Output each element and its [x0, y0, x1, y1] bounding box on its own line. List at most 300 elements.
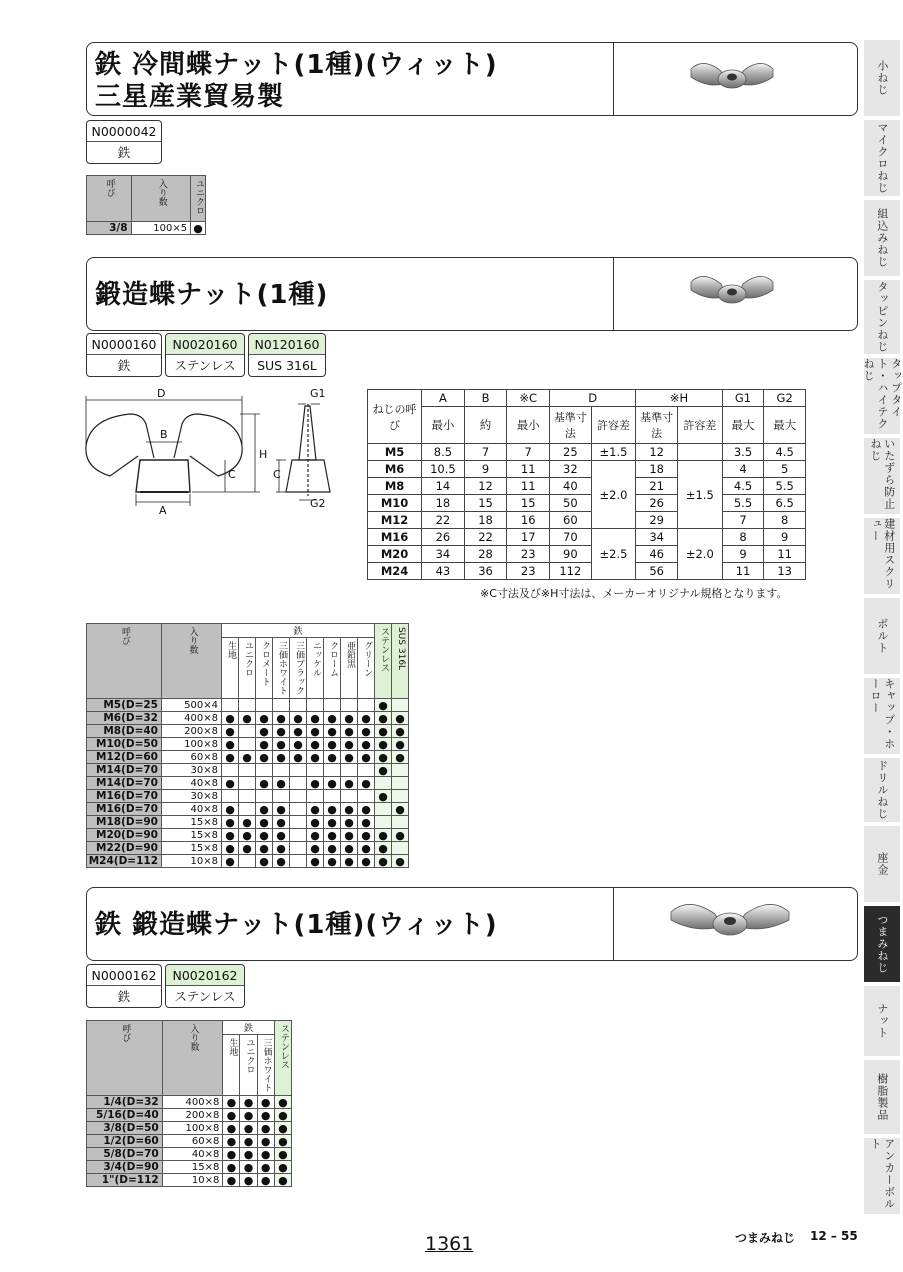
dim-cell: 22	[464, 529, 507, 546]
dim-cell: 15	[507, 495, 550, 512]
dim-label-g2: G2	[310, 497, 326, 510]
table-row-name: M22(D=90	[87, 842, 162, 855]
availability-dot: ●	[358, 855, 375, 868]
availability-dot: ●	[341, 816, 358, 829]
dim-cell: 36	[464, 563, 507, 580]
availability-dot	[307, 790, 324, 803]
dim-cell: 7	[507, 444, 550, 461]
availability-dot: ●	[375, 738, 392, 751]
availability-dot: ●	[324, 855, 341, 868]
availability-dot: ●	[324, 842, 341, 855]
availability-dot: ●	[274, 1135, 291, 1148]
product-material: 鉄	[117, 145, 131, 160]
availability-dot: ●	[375, 699, 392, 712]
availability-dot: ●	[222, 842, 239, 855]
product-code: N0020162	[166, 965, 244, 986]
section2-title-box	[86, 257, 858, 331]
dim-cell: 約	[464, 407, 507, 444]
availability-dot: ●	[273, 803, 290, 816]
availability-dot	[290, 699, 307, 712]
availability-dot: ●	[256, 738, 273, 751]
sidebar-tab[interactable]	[864, 1138, 900, 1216]
availability-dot: ●	[358, 829, 375, 842]
sidebar-tab-label: 組込みねじ	[875, 208, 889, 268]
table-row-qty: 400×8	[162, 712, 222, 725]
availability-dot: ●	[239, 751, 256, 764]
availability-dot: ●	[273, 777, 290, 790]
dim-cell: B	[464, 390, 507, 407]
sidebar-tab-label: マイクロねじ	[875, 122, 889, 194]
dim-cell: 8.5	[422, 444, 465, 461]
availability-dot: ●	[257, 1096, 274, 1109]
availability-dot: ●	[223, 1109, 240, 1122]
availability-dot: ●	[324, 803, 341, 816]
dim-label-g1: G1	[310, 387, 326, 400]
product-code-box[interactable]	[165, 333, 245, 377]
availability-dot: ●	[307, 712, 324, 725]
table-row-qty: 500×4	[162, 699, 222, 712]
availability-dot: ●	[223, 1122, 240, 1135]
dim-cell: 18	[636, 461, 678, 478]
section3-qty-table	[86, 1020, 292, 1187]
dim-cell: ±1.5	[677, 461, 722, 529]
table-row-name: M10(D=50	[87, 738, 162, 751]
availability-dot: ●	[358, 842, 375, 855]
dim-cell: 18	[464, 512, 507, 529]
dim-cell: 5.5	[722, 495, 764, 512]
availability-dot: ●	[222, 803, 239, 816]
dim-cell: 許容差	[677, 407, 722, 444]
availability-dot: ●	[239, 842, 256, 855]
table-row-qty: 10×8	[162, 1174, 223, 1187]
availability-dot: ●	[223, 1161, 240, 1174]
sidebar-tab[interactable]	[864, 280, 900, 356]
sidebar-tab-label: キャップ・ホーロー	[869, 678, 896, 750]
dim-label-b: B	[160, 428, 168, 441]
dim-cell: 4.5	[764, 444, 806, 461]
section1-title: 鉄 冷間蝶ナット(1種)(ウィット)	[95, 50, 498, 80]
section1-subtitle: 三星産業貿易製	[95, 82, 285, 112]
availability-dot: ●	[223, 1148, 240, 1161]
dim-cell: 7	[722, 512, 764, 529]
availability-dot: ●	[257, 1122, 274, 1135]
dim-cell: 23	[507, 563, 550, 580]
page-number: 1361	[425, 1233, 474, 1255]
sidebar-tab[interactable]	[864, 986, 900, 1058]
availability-dot	[392, 790, 409, 803]
table-row-name: M6(D=32	[87, 712, 162, 725]
availability-dot: ●	[375, 829, 392, 842]
sidebar-tab-label: アンカーボルト	[869, 1138, 896, 1210]
availability-dot: ●	[392, 855, 409, 868]
availability-dot	[324, 790, 341, 803]
table-row-qty: 15×8	[162, 842, 222, 855]
sidebar-tab-label: いたずら防止ねじ	[869, 438, 896, 510]
availability-dot: ●	[307, 777, 324, 790]
dim-cell: A	[422, 390, 465, 407]
table-row-name: 3/8	[87, 222, 132, 235]
availability-dot: ●	[239, 816, 256, 829]
table-row-qty: 10×8	[162, 855, 222, 868]
availability-dot	[222, 790, 239, 803]
dim-cell: 4.5	[722, 478, 764, 495]
availability-dot: ●	[222, 777, 239, 790]
dim-cell: 28	[464, 546, 507, 563]
availability-dot: ●	[341, 712, 358, 725]
dim-cell: ねじの呼び	[368, 390, 422, 444]
dim-cell: 22	[422, 512, 465, 529]
availability-dot	[273, 764, 290, 777]
dim-cell: 26	[422, 529, 465, 546]
header-qty: 入り数	[187, 627, 198, 654]
product-material: SUS 316L	[257, 358, 317, 373]
availability-dot: ●	[256, 842, 273, 855]
availability-dot	[290, 829, 307, 842]
availability-dot	[341, 790, 358, 803]
table-row-qty: 200×8	[162, 1109, 223, 1122]
availability-dot: ●	[307, 725, 324, 738]
header-finish: 亜鉛黒	[344, 641, 355, 668]
sidebar-tab[interactable]	[864, 758, 900, 824]
header-name: 呼び	[120, 1024, 131, 1042]
availability-dot: ●	[358, 725, 375, 738]
availability-dot: ●	[257, 1148, 274, 1161]
availability-dot: ●	[290, 738, 307, 751]
sidebar-tab-label: つまみねじ	[875, 914, 889, 974]
availability-dot: ●	[274, 1109, 291, 1122]
availability-dot	[341, 699, 358, 712]
dim-cell: 29	[636, 512, 678, 529]
availability-dot	[222, 699, 239, 712]
product-material: ステンレス	[174, 989, 236, 1004]
availability-dot: ●	[341, 829, 358, 842]
availability-dot: ●	[222, 829, 239, 842]
section3-title-box	[86, 887, 858, 961]
availability-dot: ●	[257, 1109, 274, 1122]
dim-cell: ±2.0	[591, 461, 636, 529]
availability-dot	[222, 764, 239, 777]
dim-row-name: M6	[368, 461, 422, 478]
sidebar-tab[interactable]	[864, 200, 900, 278]
availability-dot: ●	[257, 1135, 274, 1148]
dim-label-d: D	[157, 387, 166, 400]
availability-dot: ●	[223, 1096, 240, 1109]
dim-cell	[677, 444, 722, 461]
availability-dot: ●	[274, 1122, 291, 1135]
dim-cell: 11	[507, 461, 550, 478]
availability-dot	[290, 855, 307, 868]
table-row-name: M16(D=70	[87, 790, 162, 803]
header-qty: 入り数	[156, 179, 167, 206]
dim-row-name: M5	[368, 444, 422, 461]
sidebar-tab[interactable]	[864, 518, 900, 596]
sidebar-tab[interactable]	[864, 906, 900, 984]
sidebar-tab[interactable]	[864, 120, 900, 198]
dim-cell: 5.5	[764, 478, 806, 495]
dim-label-c-side: C	[273, 468, 281, 481]
availability-dot: ●	[240, 1096, 257, 1109]
availability-dot: ●	[392, 829, 409, 842]
dim-cell: 16	[507, 512, 550, 529]
availability-dot: ●	[358, 738, 375, 751]
dim-cell: 最大	[722, 407, 764, 444]
table-row-name: M24(D=112	[87, 855, 162, 868]
dim-cell: 5	[764, 461, 806, 478]
dim-row-name: M16	[368, 529, 422, 546]
product-code: N0120160	[249, 334, 325, 355]
availability-dot: ●	[239, 829, 256, 842]
header-unichrome: ユニクロ	[193, 179, 204, 215]
product-code-box[interactable]	[86, 964, 162, 1008]
product-code: N0000160	[87, 334, 161, 355]
availability-dot: ●	[341, 842, 358, 855]
availability-dot: ●	[358, 777, 375, 790]
availability-dot: ●	[273, 829, 290, 842]
availability-dot: ●	[273, 842, 290, 855]
footer-category: つまみねじ	[735, 1231, 796, 1245]
sidebar-tab[interactable]	[864, 678, 900, 756]
availability-dot: ●	[324, 777, 341, 790]
availability-dot: ●	[375, 855, 392, 868]
availability-dot: ●	[392, 803, 409, 816]
dim-label-a: A	[159, 504, 167, 517]
dim-cell: 23	[507, 546, 550, 563]
header-iron: 鉄	[222, 624, 375, 638]
availability-dot: ●	[222, 751, 239, 764]
availability-dot: ●	[341, 855, 358, 868]
product-code-box[interactable]	[86, 333, 162, 377]
availability-dot: ●	[240, 1135, 257, 1148]
dim-cell: 70	[550, 529, 592, 546]
availability-dot	[375, 803, 392, 816]
availability-dot	[256, 764, 273, 777]
section2-title: 鍛造蝶ナット(1種)	[95, 280, 329, 310]
availability-dot: ●	[274, 1148, 291, 1161]
dim-cell: 26	[636, 495, 678, 512]
availability-dot	[239, 803, 256, 816]
product-code: N0000162	[87, 965, 161, 986]
dim-cell: D	[550, 390, 636, 407]
header-name: 呼び	[104, 179, 115, 197]
dim-cell: 12	[464, 478, 507, 495]
dim-cell: 50	[550, 495, 592, 512]
availability-dot	[307, 764, 324, 777]
availability-dot: ●	[307, 803, 324, 816]
dim-cell: 14	[422, 478, 465, 495]
availability-dot: ●	[392, 738, 409, 751]
availability-dot	[239, 699, 256, 712]
sidebar-tab[interactable]	[862, 358, 903, 436]
availability-dot: ●	[375, 712, 392, 725]
availability-dot: ●	[307, 842, 324, 855]
header-finish: 生地	[227, 1038, 238, 1056]
availability-dot: ●	[392, 712, 409, 725]
availability-dot: ●	[222, 816, 239, 829]
table-row-name: M16(D=70	[87, 803, 162, 816]
availability-dot: ●	[240, 1174, 257, 1187]
availability-dot: ●	[324, 712, 341, 725]
header-finish: ユニクロ	[242, 641, 253, 677]
header-finish: 三価ブラック	[293, 641, 304, 695]
sidebar-tab[interactable]	[864, 598, 900, 676]
availability-dot: ●	[239, 712, 256, 725]
sidebar-tab-label: 小ねじ	[875, 60, 889, 96]
table-row-qty: 30×8	[162, 764, 222, 777]
table-row-name: 5/16(D=40	[87, 1109, 163, 1122]
dim-cell: 43	[422, 563, 465, 580]
availability-dot	[392, 764, 409, 777]
availability-dot	[324, 764, 341, 777]
availability-dot: ●	[256, 855, 273, 868]
dim-cell: 11	[507, 478, 550, 495]
footer-page-range: 12 – 55	[810, 1229, 858, 1243]
dim-cell: 21	[636, 478, 678, 495]
availability-dot: ●	[392, 725, 409, 738]
availability-dot: ●	[341, 803, 358, 816]
availability-dot: ●	[222, 855, 239, 868]
availability-dot: ●	[274, 1174, 291, 1187]
availability-dot: ●	[324, 725, 341, 738]
sidebar-tab-label: ドリルねじ	[875, 760, 889, 820]
availability-dot	[392, 816, 409, 829]
availability-dot: ●	[240, 1122, 257, 1135]
availability-dot	[239, 738, 256, 751]
availability-dot: ●	[223, 1174, 240, 1187]
availability-dot	[375, 816, 392, 829]
table-row-name: 1"(D=112	[87, 1174, 163, 1187]
header-finish: クロメート	[259, 641, 270, 686]
product-code-box[interactable]	[248, 333, 326, 377]
dim-row-name: M10	[368, 495, 422, 512]
availability-dot	[256, 699, 273, 712]
header-finish: ユニクロ	[244, 1038, 255, 1074]
wing-nut-photo	[687, 268, 777, 312]
section1-title-box	[86, 42, 858, 116]
sidebar-tab-label: 建材用スクリュー	[869, 518, 896, 590]
product-code-box[interactable]	[165, 964, 245, 1008]
dim-cell: 許容差	[591, 407, 636, 444]
table-row-name: M20(D=90	[87, 829, 162, 842]
header-iron: 鉄	[223, 1021, 274, 1035]
availability-dot: ●	[222, 725, 239, 738]
header-finish: 生地	[225, 641, 236, 659]
dim-cell: 最大	[764, 407, 806, 444]
sidebar-tab[interactable]	[864, 826, 900, 904]
availability-dot: ●	[307, 738, 324, 751]
dim-cell: 9	[764, 529, 806, 546]
dim-cell: G2	[764, 390, 806, 407]
availability-dot	[239, 855, 256, 868]
availability-dot: ●	[257, 1161, 274, 1174]
availability-dot	[239, 764, 256, 777]
availability-dot	[307, 699, 324, 712]
dim-row-name: M8	[368, 478, 422, 495]
dim-cell: 7	[464, 444, 507, 461]
availability-dot: ●	[290, 712, 307, 725]
availability-dot: ●	[341, 751, 358, 764]
wing-nut-photo	[687, 55, 777, 99]
availability-dot: ●	[392, 751, 409, 764]
product-material: ステンレス	[174, 358, 236, 373]
dim-cell: 60	[550, 512, 592, 529]
dim-cell: 17	[507, 529, 550, 546]
wing-nut-photo	[665, 896, 795, 942]
table-row-name: 5/8(D=70	[87, 1148, 163, 1161]
product-code-box[interactable]	[86, 120, 162, 164]
product-material: 鉄	[117, 989, 131, 1004]
availability-dot	[392, 842, 409, 855]
dim-row-name: M12	[368, 512, 422, 529]
availability-dot	[290, 816, 307, 829]
availability-dot: ●	[375, 764, 392, 777]
availability-dot: ●	[358, 816, 375, 829]
sidebar-tab[interactable]	[864, 438, 900, 516]
product-material: 鉄	[117, 358, 131, 373]
table-row-qty: 40×8	[162, 803, 222, 816]
dim-cell: 8	[764, 512, 806, 529]
availability-dot: ●	[273, 725, 290, 738]
availability-dot	[324, 699, 341, 712]
table-row-qty: 15×8	[162, 816, 222, 829]
availability-dot: ●	[256, 777, 273, 790]
table-row-name: M8(D=40	[87, 725, 162, 738]
availability-dot: ●	[273, 738, 290, 751]
header-finish: 三価ホワイト	[276, 641, 287, 695]
availability-dot: ●	[307, 855, 324, 868]
header-finish: 三価ホワイト	[261, 1038, 272, 1092]
availability-dot: ●	[375, 790, 392, 803]
header-material: SUS 316L	[395, 627, 406, 671]
table-row-name: 1/4(D=32	[87, 1096, 163, 1109]
sidebar-tab-label: 樹脂製品	[875, 1073, 889, 1121]
header-finish: グリーン	[361, 641, 372, 677]
header-material: ステンレス	[278, 1024, 289, 1069]
availability-dot: ●	[274, 1096, 291, 1109]
sidebar-tab-label: ボルト	[875, 618, 889, 654]
availability-dot: ●	[222, 712, 239, 725]
section1-qty-table	[86, 175, 206, 235]
dim-cell: 4	[722, 461, 764, 478]
table-row-name: M5(D=25	[87, 699, 162, 712]
sidebar-tab[interactable]	[864, 1060, 900, 1136]
sidebar-tab[interactable]	[864, 40, 900, 118]
dim-cell: 18	[422, 495, 465, 512]
dim-cell: 32	[550, 461, 592, 478]
table-row-qty: 15×8	[162, 829, 222, 842]
table-row-qty: 100×8	[162, 1122, 223, 1135]
table-row-name: M18(D=90	[87, 816, 162, 829]
availability-dot	[375, 777, 392, 790]
availability-dot: ●	[307, 829, 324, 842]
table-row-qty: 60×8	[162, 1135, 223, 1148]
availability-dot: ●	[256, 829, 273, 842]
dim-cell: 6.5	[764, 495, 806, 512]
dim-cell: 34	[422, 546, 465, 563]
dim-cell: 3.5	[722, 444, 764, 461]
sidebar-tab-label: ナット	[875, 1003, 889, 1039]
dim-cell: 9	[464, 461, 507, 478]
availability-dot: ●	[273, 751, 290, 764]
header-material: ステンレス	[378, 627, 389, 672]
table-row-qty: 100×8	[162, 738, 222, 751]
availability-dot: ●	[324, 816, 341, 829]
availability-dot: ●	[256, 751, 273, 764]
dim-cell: 46	[636, 546, 678, 563]
availability-dot: ●	[358, 803, 375, 816]
table-row-qty: 30×8	[162, 790, 222, 803]
availability-dot	[290, 777, 307, 790]
dim-cell: ±2.0	[677, 529, 722, 580]
